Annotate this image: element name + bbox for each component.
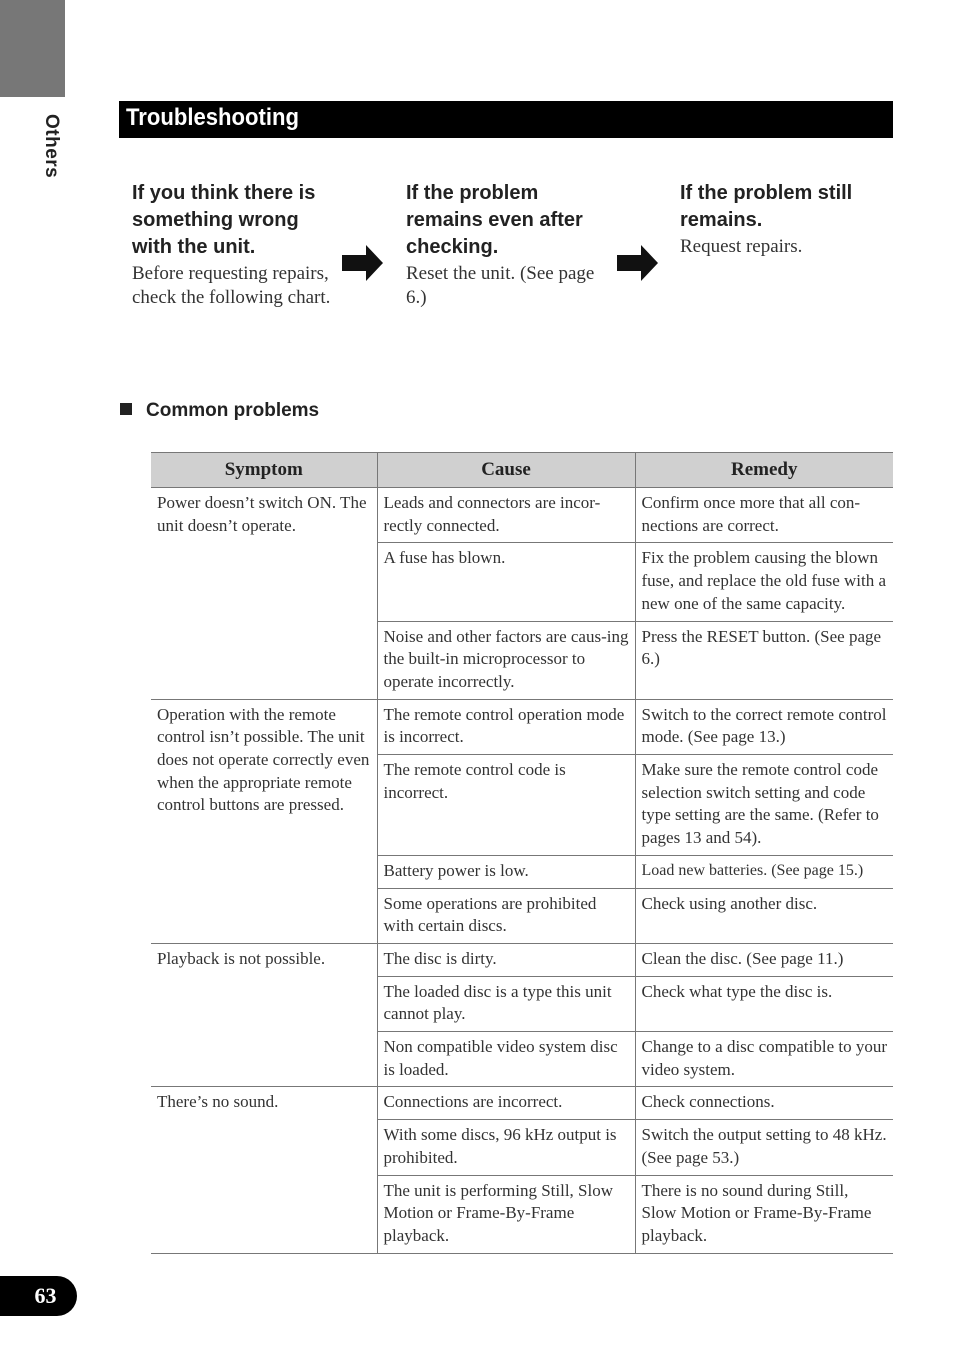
cause-cell: Some operations are prohibited with certain discs. xyxy=(377,888,635,943)
step-3 xyxy=(680,180,880,259)
step-heading: If you think there is something wrong with the unit. xyxy=(132,182,316,258)
remedy-cell: Check what type the disc is. xyxy=(635,976,893,1031)
section-side-label: Others xyxy=(41,114,62,179)
column-header-remedy: Remedy xyxy=(635,453,893,488)
cause-cell: Leads and connectors are incor-rectly connected. xyxy=(377,488,635,543)
side-tab xyxy=(0,0,65,97)
right-arrow-icon xyxy=(340,243,384,283)
cause-cell: With some discs, 96 kHz output is prohibited. xyxy=(377,1120,635,1175)
cause-cell: The unit is performing Still, Slow Motion or Frame-By-Frame playback. xyxy=(377,1175,635,1253)
cause-cell: The disc is dirty. xyxy=(377,943,635,976)
remedy-cell: Check using another disc. xyxy=(635,888,893,943)
cause-cell: The remote control code is incorrect. xyxy=(377,755,635,856)
right-arrow-icon xyxy=(615,243,659,283)
step-heading: If the problem remains even after checking. xyxy=(406,182,583,258)
remedy-cell: Clean the disc. (See page 11.) xyxy=(635,943,893,976)
symptom-cell: Playback is not possible. xyxy=(151,943,377,1087)
remedy-cell: Confirm once more that all con-nections are correct. xyxy=(635,488,893,543)
symptom-cell: Power doesn’t switch ON. The unit doesn’t operate. xyxy=(151,488,377,700)
remedy-cell: Make sure the remote control code selection switch setting and code type setting are the same. (Refer to pages 13 and 54). xyxy=(635,755,893,856)
table-row xyxy=(151,699,893,754)
remedy-cell: Press the RESET button. (See page 6.) xyxy=(635,621,893,699)
symptom-cell: Operation with the remote control isn’t possible. The unit does not operate correctly even when the appropriate remote control buttons are pressed. xyxy=(151,699,377,943)
table-row xyxy=(151,488,893,543)
cause-cell: Non compatible video system disc is loaded. xyxy=(377,1032,635,1087)
step-body: Reset the unit. (See page 6.) xyxy=(406,263,595,308)
table-header-row xyxy=(151,453,893,488)
table-row xyxy=(151,1087,893,1120)
cause-cell: Battery power is low. xyxy=(377,855,635,888)
cause-cell: The loaded disc is a type this unit cannot play. xyxy=(377,976,635,1031)
step-2 xyxy=(406,180,606,310)
step-1 xyxy=(132,180,332,310)
common-problems-table xyxy=(151,452,893,1254)
page-title: Troubleshooting xyxy=(126,104,299,131)
column-header-symptom: Symptom xyxy=(151,453,377,488)
section-heading-text: Common problems xyxy=(146,400,320,421)
remedy-cell: Switch the output setting to 48 kHz. (See page 53.) xyxy=(635,1120,893,1175)
step-body: Before requesting repairs, check the following chart. xyxy=(132,263,331,308)
remedy-cell: Fix the problem causing the blown fuse, and replace the old fuse with a new one of the same capacity. xyxy=(635,543,893,621)
remedy-cell: Change to a disc compatible to your video system. xyxy=(635,1032,893,1087)
step-heading: If the problem still remains. xyxy=(680,182,853,231)
page-number: 63 xyxy=(0,1276,77,1316)
section-heading xyxy=(120,400,319,422)
cause-cell: A fuse has blown. xyxy=(377,543,635,621)
cause-cell: Connections are incorrect. xyxy=(377,1087,635,1120)
remedy-cell: Switch to the correct remote control mode. (See page 13.) xyxy=(635,699,893,754)
column-header-cause: Cause xyxy=(377,453,635,488)
remedy-cell: Check connections. xyxy=(635,1087,893,1120)
symptom-cell: There’s no sound. xyxy=(151,1087,377,1253)
square-bullet-icon xyxy=(120,403,132,415)
remedy-cell: Load new batteries. (See page 15.) xyxy=(635,855,893,888)
remedy-cell: There is no sound during Still, Slow Motion or Frame-By-Frame playback. xyxy=(635,1175,893,1253)
cause-cell: Noise and other factors are caus-ing the built-in microprocessor to operate incorrectly. xyxy=(377,621,635,699)
title-bar xyxy=(119,101,893,138)
cause-cell: The remote control operation mode is incorrect. xyxy=(377,699,635,754)
table-row xyxy=(151,943,893,976)
step-body: Request repairs. xyxy=(680,236,803,257)
